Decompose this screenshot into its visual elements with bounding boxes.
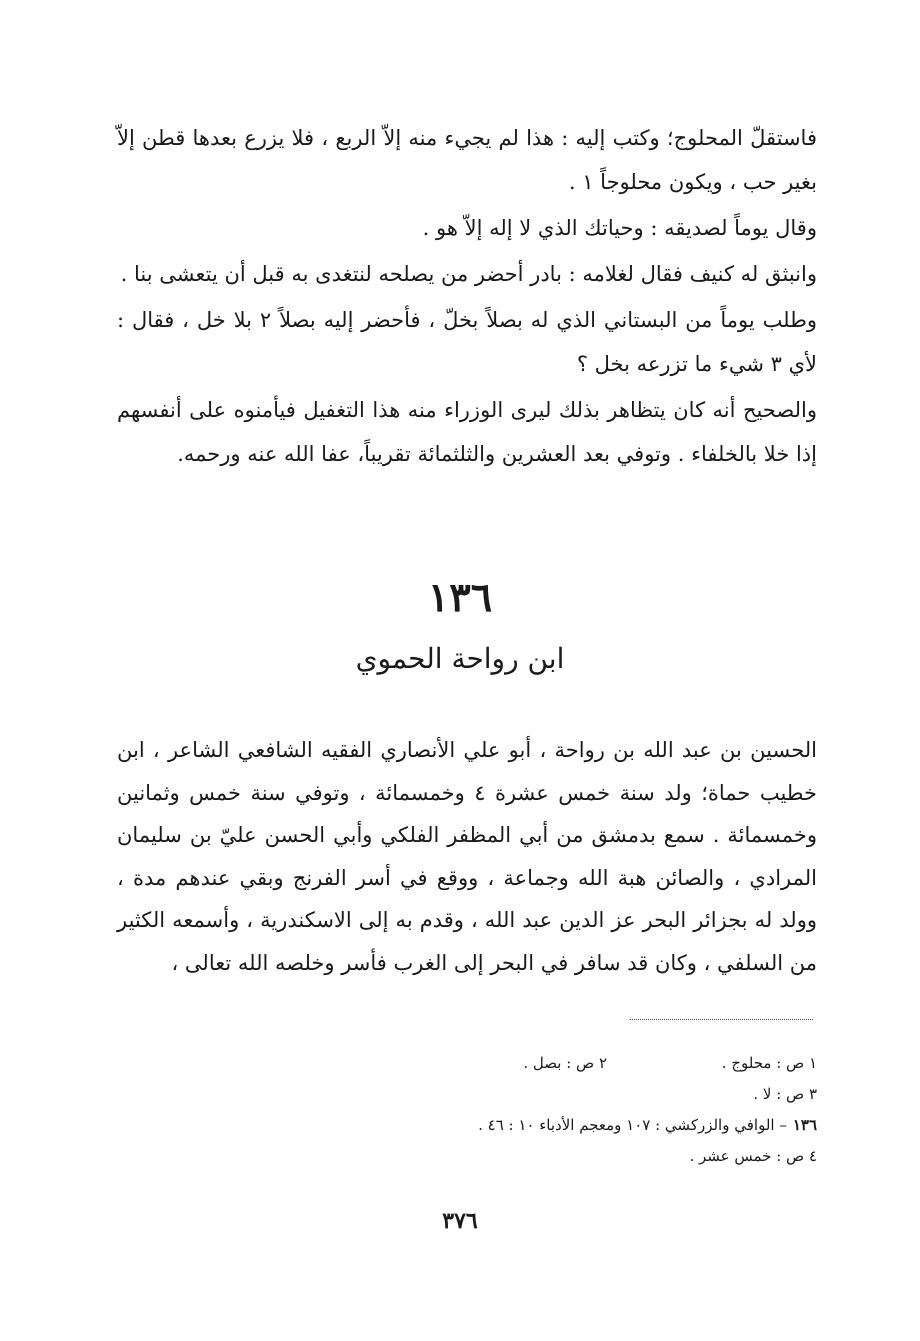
footnote-row [117,1110,817,1141]
footnote-entry-ref: ١٣٦ [792,1116,817,1134]
footnote-row [117,1048,817,1079]
page-number: ٣٧٦ [442,1208,478,1234]
footnote-2: ٢ ص : بصل . [523,1054,607,1072]
footnote-3: ٣ ص : لا . [753,1085,817,1103]
body-text [117,116,817,476]
footnote-separator [630,1019,813,1020]
paragraph: والصحيح أنه كان يتظاهر بذلك ليرى الوزراء منه هذا التغفيل فيأمنوه على أنفسهم إذا خلا بالخلفاء . وتوفي بعد العشرين والثلثمائة تقريباً، عفا الله عنه ورحمه. [117,398,817,466]
paragraph: وطلب يوماً من البستاني الذي له بصلاً بخلّ ، فأحضر إليه بصلاً ٢ بلا خل ، فقال : لأي ٣ شيء ما تزرعه بخل ؟ [117,308,817,376]
footnote-entry-source: – الوافي والزركشي : ١٠٧ ومعجم الأدباء ١٠ : ٤٦ . [478,1116,787,1134]
footnote-4: ٤ ص : خمس عشر . [689,1147,817,1165]
entry-title: ابن رواحة الحموي [355,642,565,675]
paragraph: وانبثق له كنيف فقال لغلامه : بادر أحضر من يصلحه لنتغدى به قبل أن يتعشى بنا . [120,262,817,286]
footnote-1: ١ ص : محلوج . [721,1054,817,1072]
paragraph: فاستقلّ المحلوج؛ وكتب إليه : هذا لم يجيء منه إلاّ الربع ، فلا يزرع بعدها قطن إلاّ بغير حب ، ويكون محلوجاً ١ . [117,126,817,194]
footnotes [117,1048,817,1172]
biography-text [117,729,817,984]
entry-number: ١٣٦ [427,574,493,621]
paragraph: الحسين بن عبد الله بن رواحة ، أبو علي الأنصاري الفقيه الشافعي الشاعر ، ابن خطيب حماة؛ ولد سنة خمس عشرة ٤ وخمسمائة ، وتوفي سنة خمس وثمانين وخمسمائة . سمع بدمشق من أبي المظفر الفلكي وأبي الحسن عليّ بن سليمان المرادي ، والصائن هبة الله وجماعة ، ووقع في أسر الفرنج وبقي عندهم مدة ، وولد له بجزائر البحر عز الدين عبد الله ، وقدم به إلى الاسكندرية ، وأسمعه الكثير من السلفي ، وكان قد سافر في البحر إلى الغرب فأسر وخلصه الله تعالى ، [117,738,818,975]
footnote-row [117,1141,817,1172]
footnote-row [117,1079,817,1110]
paragraph: وقال يوماً لصديقه : وحياتك الذي لا إله إلاّ هو . [422,216,817,240]
